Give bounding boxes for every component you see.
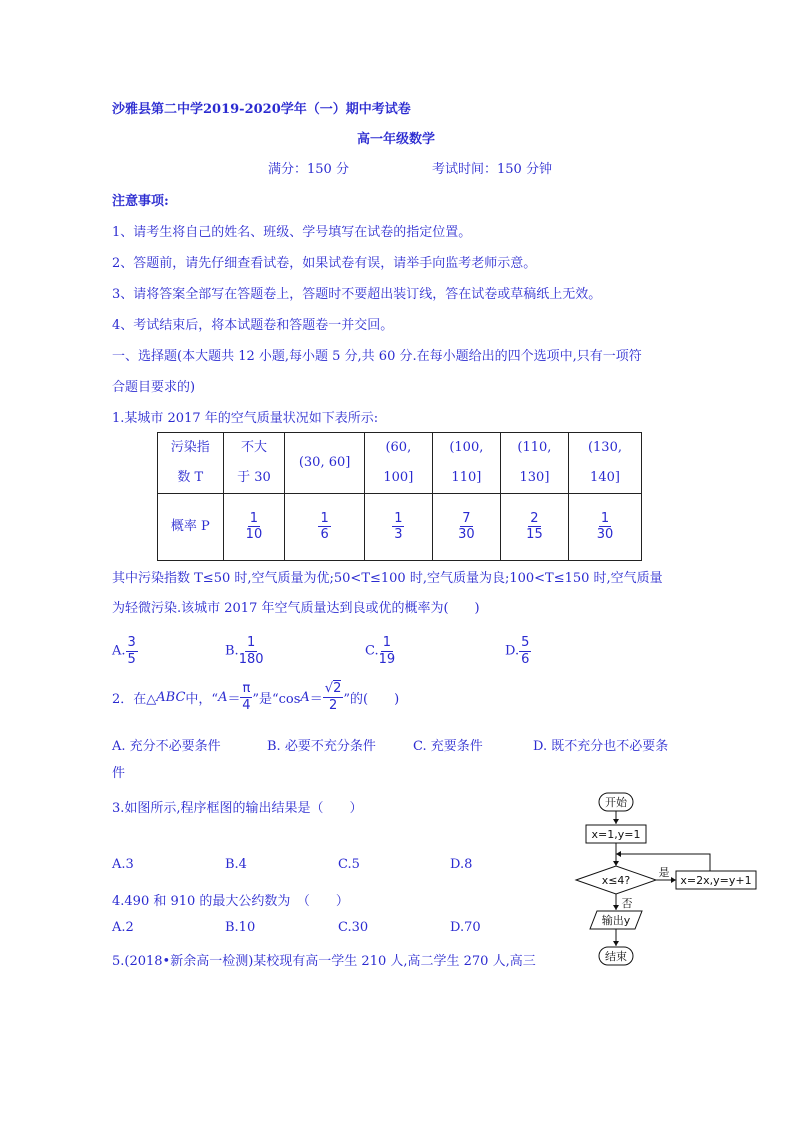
q1-stem: 1.某城市 2017 年的空气质量状况如下表所示: <box>112 411 379 426</box>
fraction: $\frac{1}{10}$ <box>245 510 263 543</box>
air-quality-table <box>157 432 642 561</box>
q1-option-b: B. $\frac{1}{180}$ <box>225 635 264 667</box>
q2-option-a: A. 充分不必要条件 <box>112 739 221 754</box>
note-item: 4、考试结束后，将本试题卷和答题卷一并交回。 <box>112 318 394 333</box>
q2-stem: 2．在△ ABC 中，“ A ＝ $\frac{\pi}{4}$ ”是“cos A ＝ $\frac{√2}{2}$ ”的( ) <box>112 681 400 713</box>
fraction: $\frac{1}{30}$ <box>596 510 614 543</box>
flow-output-label: 输出y <box>601 914 631 927</box>
table-cell: (130, 140] <box>568 433 641 494</box>
q4-stem: 4.490 和 910 的最大公约数为 （ ） <box>112 894 349 909</box>
table-cell <box>432 494 500 561</box>
table-cell <box>285 494 365 561</box>
flow-end-label: 结束 <box>605 950 627 963</box>
table-cell <box>500 494 568 561</box>
fraction: $\frac{1}{3}$ <box>394 510 403 543</box>
note-item: 1、请考生将自己的姓名、班级、学号填写在试卷的指定位置。 <box>112 225 472 240</box>
table-cell: (110, 130] <box>500 433 568 494</box>
flow-start-label: 开始 <box>605 796 627 809</box>
q5-stem: 5.(2018•新余高一检测)某校现有高一学生 210 人,高二学生 270 人,高三 <box>112 954 536 969</box>
full-score: 满分：150 分 <box>268 162 349 177</box>
note-item: 3、请将答案全部写在答题卷上，答题时不要超出装订线，答在试卷或草稿纸上无效。 <box>112 287 602 302</box>
exam-title: 沙雅县第二中学2019-2020学年（一）期中考试卷 <box>112 102 411 117</box>
q3-stem: 3.如图所示,程序框图的输出结果是（ ） <box>112 801 363 816</box>
flow-yes-label: 是 <box>658 866 670 879</box>
table-cell <box>568 494 641 561</box>
note-item: 2、答题前，请先仔细查看试卷，如果试卷有误，请举手向监考老师示意。 <box>112 256 537 271</box>
q3-option-d: D.8 <box>450 857 473 872</box>
flow-update-label: x=2x,y=y+1 <box>680 874 752 887</box>
flow-no-label: 否 <box>621 897 633 910</box>
table-cell <box>223 494 285 561</box>
q4-option-c: C.30 <box>338 920 369 935</box>
flow-cond-label: x≤4? <box>601 874 631 887</box>
q2-option-d-wrap: 件 <box>112 766 126 781</box>
table-row <box>158 433 642 494</box>
exam-subtitle: 高一年级数学 <box>357 132 436 147</box>
fraction: $\frac{2}{15}$ <box>526 510 543 543</box>
section-heading-cont: 合题目要求的) <box>112 380 196 395</box>
table-cell: (100, 110] <box>432 433 500 494</box>
q2-option-b: B. 必要不充分条件 <box>267 739 376 754</box>
notes-heading: 注意事项: <box>112 194 169 209</box>
table-cell: (60, 100] <box>364 433 432 494</box>
q4-option-b: B.10 <box>225 920 256 935</box>
fraction: $\frac{1}{6}$ <box>320 510 329 543</box>
q4-option-d: D.70 <box>450 920 481 935</box>
table-cell: (30, 60] <box>285 433 365 494</box>
q2-option-c: C. 充要条件 <box>413 739 483 754</box>
table-cell: 污染指 数 T <box>158 433 224 494</box>
q3-option-b: B.4 <box>225 857 247 872</box>
q1-text-line2: 为轻微污染.该城市 2017 年空气质量达到良或优的概率为( ) <box>112 601 480 616</box>
q1-option-c: C. $\frac{1}{19}$ <box>365 635 396 667</box>
section-heading: 一、选择题(本大题共 12 小题,每小题 5 分,共 60 分.在每小题给出的四个选项中,只有一项符 <box>112 349 642 364</box>
q4-option-a: A.2 <box>112 920 134 935</box>
q3-option-c: C.5 <box>338 857 360 872</box>
q2-option-d: D. 既不充分也不必要条 <box>533 739 669 754</box>
table-cell: 不大 于 30 <box>223 433 285 494</box>
table-cell: 概率 P <box>158 494 224 561</box>
flow-init-label: x=1,y=1 <box>591 828 641 841</box>
table-row <box>158 494 642 561</box>
q1-text-line1: 其中污染指数 T≤50 时,空气质量为优;50<T≤100 时,空气质量为良;100<T≤150 时,空气质量 <box>112 571 663 586</box>
table-cell <box>364 494 432 561</box>
program-flowchart <box>572 788 762 978</box>
fraction: $\frac{7}{30}$ <box>458 510 475 543</box>
q3-option-a: A.3 <box>112 857 134 872</box>
q1-option-d: D. $\frac{5}{6}$ <box>505 635 530 667</box>
q1-option-a: A. $\frac{3}{5}$ <box>112 635 136 667</box>
exam-time: 考试时间：150 分钟 <box>432 162 552 177</box>
